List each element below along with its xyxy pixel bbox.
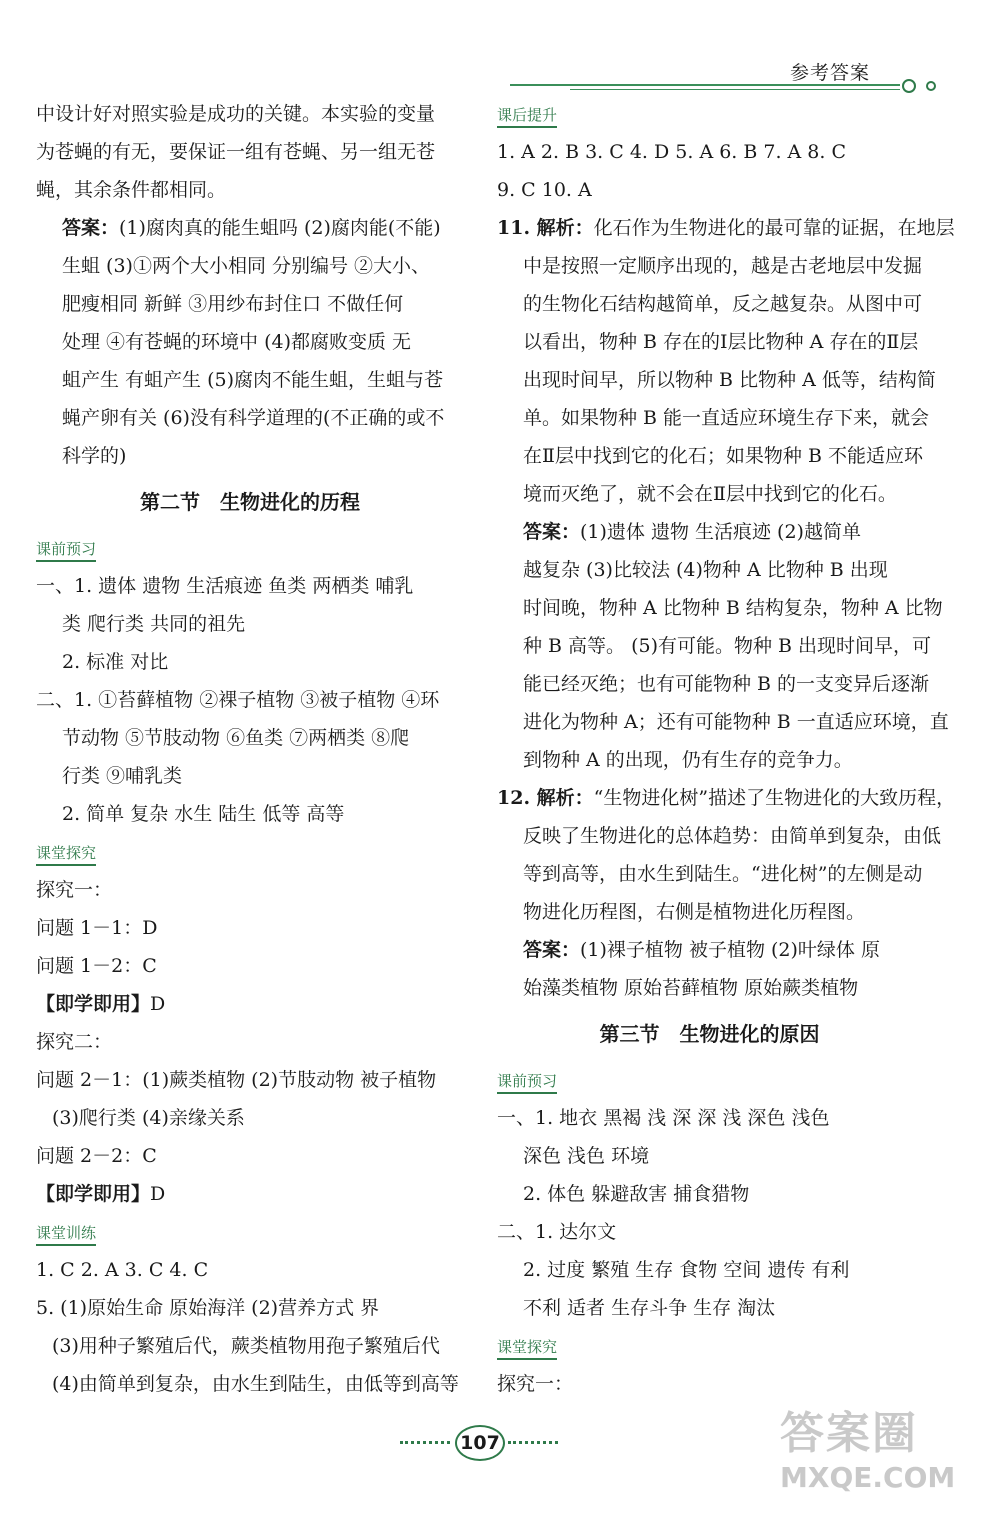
answer-text: 1. A 2. B 3. C 4. D 5. A 6. B 7. A 8. C (497, 141, 847, 163)
answer-line (36, 1061, 464, 1099)
section-tag-row (497, 1327, 922, 1365)
header-rule-thin (570, 89, 900, 90)
header-circle-icon (926, 81, 936, 91)
answer-line (497, 361, 936, 399)
answer-text: 问题 2－1：(1)蕨类植物 (2)节肢动物 被子植物 (36, 1069, 437, 1091)
answer-line (497, 627, 932, 665)
answer-text: 蛆产生 有蛆产生 (5)腐肉不能生蛆，生蛆与苍 (62, 369, 443, 391)
answer-line (36, 1365, 464, 1403)
answer-text: 中设计好对照实验是成功的关键。本实验的变量 (36, 103, 436, 125)
header-rule (510, 84, 900, 86)
answer-line (36, 323, 464, 361)
answer-label: 【即学即用】 (36, 993, 151, 1015)
answer-text: 始藻类植物 原始苔藓植物 原始蕨类植物 (523, 977, 859, 999)
answer-line (497, 589, 943, 627)
answer-line (497, 931, 922, 969)
answer-line (497, 551, 922, 589)
footer-dots (400, 1441, 450, 1444)
answer-text: (3)爬行类 (4)亲缘关系 (52, 1107, 245, 1129)
answer-text: 行类 ⑨哺乳类 (62, 765, 183, 787)
answer-text: 问题 2－2：C (36, 1145, 157, 1167)
answer-line (36, 437, 464, 475)
answer-text: 一、1. 地衣 黑褐 浅 深 深 浅 深色 浅色 (497, 1107, 830, 1129)
section-tag-row (36, 833, 464, 871)
answer-line (36, 1327, 464, 1365)
answer-line (36, 643, 464, 681)
answer-line (497, 703, 949, 741)
answer-line (36, 909, 464, 947)
answer-text: 时间晚，物种 A 比物种 B 结构复杂，物种 A 比物 (523, 597, 943, 619)
answer-line (497, 1289, 922, 1327)
answer-text: 反映了生物进化的总体趋势：由简单到复杂，由低 (523, 825, 942, 847)
footer-dots (508, 1441, 558, 1444)
answer-line (497, 665, 930, 703)
answer-text: 的生物化石结构越简单，反之越复杂。从图中可 (523, 293, 923, 315)
answer-text: 单。如果物种 B 能一直适应环境生存下来，就会 (523, 407, 930, 429)
answer-line (497, 1251, 922, 1289)
answer-text: 出现时间早，所以物种 B 比物种 A 低等，结构简 (523, 369, 936, 391)
answer-line (497, 1175, 922, 1213)
answer-text: 不利 适者 生存斗争 生存 淘汰 (523, 1297, 776, 1319)
answer-text: 化石作为生物进化的最可靠的证据，在地层 (593, 217, 955, 239)
left-column (36, 95, 464, 1403)
answer-line (497, 817, 942, 855)
page-header (540, 58, 960, 98)
answer-line (36, 1251, 464, 1289)
answer-line (36, 605, 464, 643)
answer-text: 节动物 ⑤节肢动物 ⑥鱼类 ⑦两栖类 ⑧爬 (62, 727, 410, 749)
answer-text: 探究一： (36, 879, 113, 901)
answer-text: 问题 1－1：D (36, 917, 158, 939)
answer-text: 在Ⅱ层中找到它的化石；如果物种 B 不能适应环 (523, 445, 923, 467)
section-tag-row (36, 1213, 464, 1251)
answer-text: D (150, 993, 166, 1015)
watermark-logo: 答案圈 (780, 1408, 918, 1459)
answer-label: 【即学即用】 (36, 1183, 151, 1205)
answer-label: 答案： (523, 939, 581, 961)
answer-line (36, 1175, 464, 1213)
answer-line (36, 719, 464, 757)
answer-text: (4)由简单到复杂，由水生到陆生，由低等到高等 (52, 1373, 459, 1395)
answer-line (497, 247, 922, 285)
answer-label: 答案： (62, 217, 120, 239)
answer-line (36, 285, 464, 323)
answer-line (36, 209, 464, 247)
answer-text: 类 爬行类 共同的祖先 (62, 613, 246, 635)
answer-line (36, 95, 464, 133)
answer-line (36, 1099, 464, 1137)
answer-text: 5. (1)原始生命 原始海洋 (2)营养方式 界 (36, 1297, 380, 1319)
answer-text: 一、1. 遗体 遗物 生活痕迹 鱼类 两栖类 哺乳 (36, 575, 414, 597)
answer-line (36, 985, 464, 1023)
section-tag: 课前预习 (497, 1070, 557, 1094)
answer-text: 生蛆 (3)①两个大小相同 分别编号 ②大小、 (62, 255, 431, 277)
answer-line (497, 475, 922, 513)
answer-text: (1)裸子植物 被子植物 (2)叶绿体 原 (580, 939, 880, 961)
answer-text: D (150, 1183, 166, 1205)
answer-label: 答案： (523, 521, 581, 543)
answer-line (36, 757, 464, 795)
answer-text: 二、1. 达尔文 (497, 1221, 617, 1243)
answer-text: 以看出，物种 B 存在的Ⅰ层比物种 A 存在的Ⅱ层 (523, 331, 919, 353)
answer-line (36, 361, 464, 399)
answer-text: 2. 体色 躲避敌害 捕食猎物 (523, 1183, 750, 1205)
answer-line (497, 893, 922, 931)
watermark-url: MXQE.COM (780, 1461, 956, 1494)
answer-text: 处理 ④有苍蝇的环境中 (4)都腐败变质 无 (62, 331, 412, 353)
answer-text: 进化为物种 A；还有可能物种 B 一直适应环境，直 (523, 711, 949, 733)
page-number: 107 (455, 1425, 505, 1461)
answer-text: 二、1. ①苔藓植物 ②裸子植物 ③被子植物 ④环 (36, 689, 440, 711)
answer-line (36, 681, 464, 719)
answer-line (36, 399, 464, 437)
section-tag: 课堂探究 (497, 1336, 557, 1360)
section-heading: 第二节 生物进化的历程 (140, 490, 360, 514)
section-tag-row (497, 1061, 922, 1099)
answer-text: 到物种 A 的出现，仍有生存的竞争力。 (523, 749, 853, 771)
answer-text: 物进化历程图，右侧是植物进化历程图。 (523, 901, 866, 923)
answer-text: 蝇产卵有关 (6)没有科学道理的(不正确的或不 (62, 407, 445, 429)
answer-text: 深色 浅色 环境 (523, 1145, 650, 1167)
answer-text: 种 B 高等。 (5)有可能。物种 B 出现时间早，可 (523, 635, 932, 657)
answer-line (36, 1289, 464, 1327)
answer-text: 1. C 2. A 3. C 4. C (36, 1259, 209, 1281)
answer-text: 2. 过度 繁殖 生存 食物 空间 遗传 有利 (523, 1259, 850, 1281)
section-heading: 第三节 生物进化的原因 (599, 1022, 820, 1046)
answer-text: 问题 1－2：C (36, 955, 157, 977)
answer-text: 2. 简单 复杂 水生 陆生 低等 高等 (62, 803, 345, 825)
answer-line (497, 855, 922, 893)
answer-text: 科学的) (62, 445, 127, 467)
answer-line (36, 247, 464, 285)
right-column (497, 95, 956, 1403)
section-tag: 课堂训练 (36, 1222, 96, 1246)
answer-line (36, 871, 464, 909)
header-circle-icon (902, 79, 916, 93)
answer-text: 9. C 10. A (497, 179, 592, 201)
answer-line (497, 1213, 922, 1251)
answer-line (497, 323, 922, 361)
answer-line (497, 779, 956, 817)
answer-label: 12. 解析： (497, 787, 594, 809)
answer-line (497, 133, 922, 171)
answer-line (36, 795, 464, 833)
section-tag: 课后提升 (497, 104, 557, 128)
answer-text: 肥瘦相同 新鲜 ③用纱布封住口 不做任何 (62, 293, 404, 315)
section-tag: 课堂探究 (36, 842, 96, 866)
answer-line (36, 1023, 464, 1061)
answer-line (497, 513, 922, 551)
section-tag: 课前预习 (36, 538, 96, 562)
page-footer (400, 1425, 560, 1461)
answer-line (497, 171, 922, 209)
answer-text: 能已经灭绝；也有可能物种 B 的一支变异后逐渐 (523, 673, 930, 695)
answer-text: 等到高等，由水生到陆生。“进化树”的左侧是动 (523, 863, 923, 885)
section-tag-row (497, 95, 922, 133)
answer-text: 越复杂 (3)比较法 (4)物种 A 比物种 B 出现 (523, 559, 888, 581)
answer-text: (3)用种子繁殖后代，蕨类植物用孢子繁殖后代 (52, 1335, 440, 1357)
answer-line (497, 399, 930, 437)
answer-text: 境而灭绝了，就不会在Ⅱ层中找到它的化石。 (523, 483, 897, 505)
answer-line (497, 437, 922, 475)
section-tag-row (36, 529, 464, 567)
answer-line (36, 133, 464, 171)
answer-line (36, 1137, 464, 1175)
answer-text: 为苍蝇的有无，要保证一组有苍蝇、另一组无苍 (36, 141, 436, 163)
answer-line (497, 741, 922, 779)
answer-text: 2. 标准 对比 (62, 651, 169, 673)
answer-line (497, 285, 922, 323)
answer-text: 蝇，其余条件都相同。 (36, 179, 227, 201)
answer-line (497, 1137, 922, 1175)
answer-line (497, 209, 955, 247)
answer-text: “生物进化树”描述了生物进化的大致历程， (593, 787, 956, 809)
answer-text: 中是按照一定顺序出现的，越是古老地层中发掘 (523, 255, 923, 277)
header-title: 参考答案 (789, 62, 870, 84)
answer-text: 探究二： (36, 1031, 113, 1053)
answer-line (36, 947, 464, 985)
answer-line (36, 171, 464, 209)
answer-text: 探究一： (497, 1373, 574, 1395)
answer-label: 11. 解析： (497, 217, 594, 239)
watermark (780, 1397, 980, 1497)
answer-text: (1)遗体 遗物 生活痕迹 (2)越简单 (580, 521, 861, 543)
answer-line (36, 567, 464, 605)
answer-line (497, 969, 922, 1007)
answer-line (497, 1099, 922, 1137)
answer-text: (1)腐肉真的能生蛆吗 (2)腐肉能(不能) (119, 217, 441, 239)
